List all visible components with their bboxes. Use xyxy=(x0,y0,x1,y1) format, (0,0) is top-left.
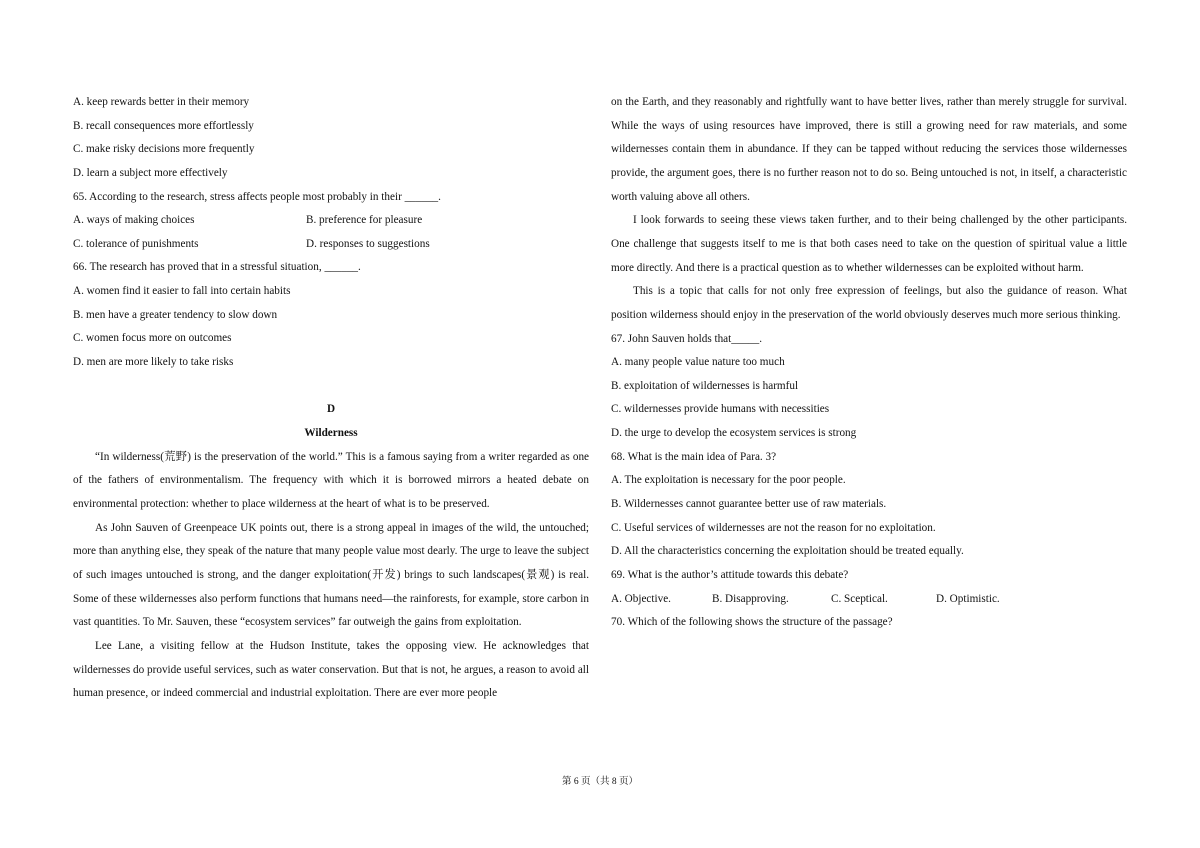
passage-paragraph-2: As John Sauven of Greenpeace UK points out, there is a strong appeal in images of the wild, the untouched; more than anything else, they speak of the nature that many people value most dearly. The urge to leave the subject of such images untouched is strong, and the danger exploitation(开发) brings to such landscapes(景观) is real. Some of these wildernesses also perform functions that humans need—the rainforests, for example, store carbon in vast quantities. To Mr. Sauven, these “ecosystem services” far outweigh the gains from exploitation. xyxy=(73,521,589,629)
passage-paragraph-1: “In wilderness(荒野) is the preservation of the world.” This is a famous saying from a writer regarded as one of the fathers of environmentalism. The frequency with which it is borrowed mirrors a heated debate on environmental protection: whether to place wilderness at the heart of what is to be preserved. xyxy=(73,450,589,510)
q66-option-a: A. women find it easier to fall into certain habits xyxy=(73,285,291,298)
page-footer: 第 6 页（共 8 页） xyxy=(561,777,638,787)
q67-option-d: D. the urge to develop the ecosystem services is strong xyxy=(611,427,857,440)
q66-option-b: B. men have a greater tendency to slow down xyxy=(73,308,278,321)
q69-options-row xyxy=(611,588,1127,612)
passage-paragraph-3: Lee Lane, a visiting fellow at the Hudson Institute, takes the opposing view. He acknowledges that wildernesses do provide useful services, such as water conservation. But that is not, he argues, a reason to avoid all human presence, or indeed commercial and industrial exploitation. There are ever more people xyxy=(73,639,589,700)
q69-stem: 69. What is the author’s attitude towards this debate? xyxy=(611,568,849,581)
q70-stem: 70. Which of the following shows the structure of the passage? xyxy=(611,616,893,629)
q65-option-a: A. ways of making choices xyxy=(73,214,195,227)
passage-paragraph-4: I look forwards to seeing these views taken further, and to their being challenged by the other participants. One challenge that suggests itself to me is that both cases need to take on the question of spiritual value a little more directly. And there is a practical question as to whether wildernesses can be exploited without harm. xyxy=(611,214,1127,274)
q69-option-c: C. Sceptical. xyxy=(831,592,888,605)
passage-paragraph-3-continued: on the Earth, and they reasonably and rightfully want to have better lives, rather than merely struggle for survival. While the ways of using resources have improved, there is still a growing need for raw materials, and some wildernesses contain them in abundance. If they can be tapped without reducing the services those wildernesses provide, the argument goes, there is no further reason not to do so. Being untouched is not, in itself, a characteristic worth valuing above all others. xyxy=(611,96,1127,203)
q65-stem: 65. According to the research, stress affects people most probably in their ______. xyxy=(73,190,441,203)
q65-options-row1 xyxy=(73,209,589,233)
q64-option-d: D. learn a subject more effectively xyxy=(73,166,228,179)
passage-paragraph-5: This is a topic that calls for not only free expression of feelings, but also the guidance of reason. What position wilderness should enjoy in the preservation of the world obviously deserves much more serious thinking. xyxy=(611,285,1127,321)
q67-stem: 67. John Sauven holds that_____. xyxy=(611,332,763,345)
q68-option-a: A. The exploitation is necessary for the poor people. xyxy=(611,474,846,487)
q65-option-c: C. tolerance of punishments xyxy=(73,237,199,250)
q67-option-a: A. many people value nature too much xyxy=(611,356,785,369)
q65-options-row2 xyxy=(73,233,589,257)
q66-stem: 66. The research has proved that in a stressful situation, ______. xyxy=(73,261,361,274)
q67-option-b: B. exploitation of wildernesses is harmful xyxy=(611,379,799,392)
left-column xyxy=(73,91,589,706)
passage-title: Wilderness xyxy=(304,426,358,439)
q69-option-a: A. Objective. xyxy=(611,592,671,605)
q66-option-c: C. women focus more on outcomes xyxy=(73,332,232,345)
q68-option-c: C. Useful services of wildernesses are not the reason for no exploitation. xyxy=(611,521,936,534)
q69-option-d: D. Optimistic. xyxy=(936,592,1000,605)
q68-option-b: B. Wildernesses cannot guarantee better use of raw materials. xyxy=(611,498,887,511)
q67-option-c: C. wildernesses provide humans with necessities xyxy=(611,403,830,416)
q65-option-d: D. responses to suggestions xyxy=(306,237,430,250)
q69-option-b: B. Disapproving. xyxy=(712,592,789,605)
q68-stem: 68. What is the main idea of Para. 3? xyxy=(611,450,777,463)
q64-option-a: A. keep rewards better in their memory xyxy=(73,96,250,108)
right-column xyxy=(611,91,1127,635)
q65-option-b: B. preference for pleasure xyxy=(306,214,423,227)
q66-option-d: D. men are more likely to take risks xyxy=(73,356,234,369)
q64-option-b: B. recall consequences more effortlessly xyxy=(73,119,254,132)
q64-option-c: C. make risky decisions more frequently xyxy=(73,143,255,156)
section-letter: D xyxy=(326,403,336,416)
q68-option-d: D. All the characteristics concerning the exploitation should be treated equally. xyxy=(611,545,964,558)
